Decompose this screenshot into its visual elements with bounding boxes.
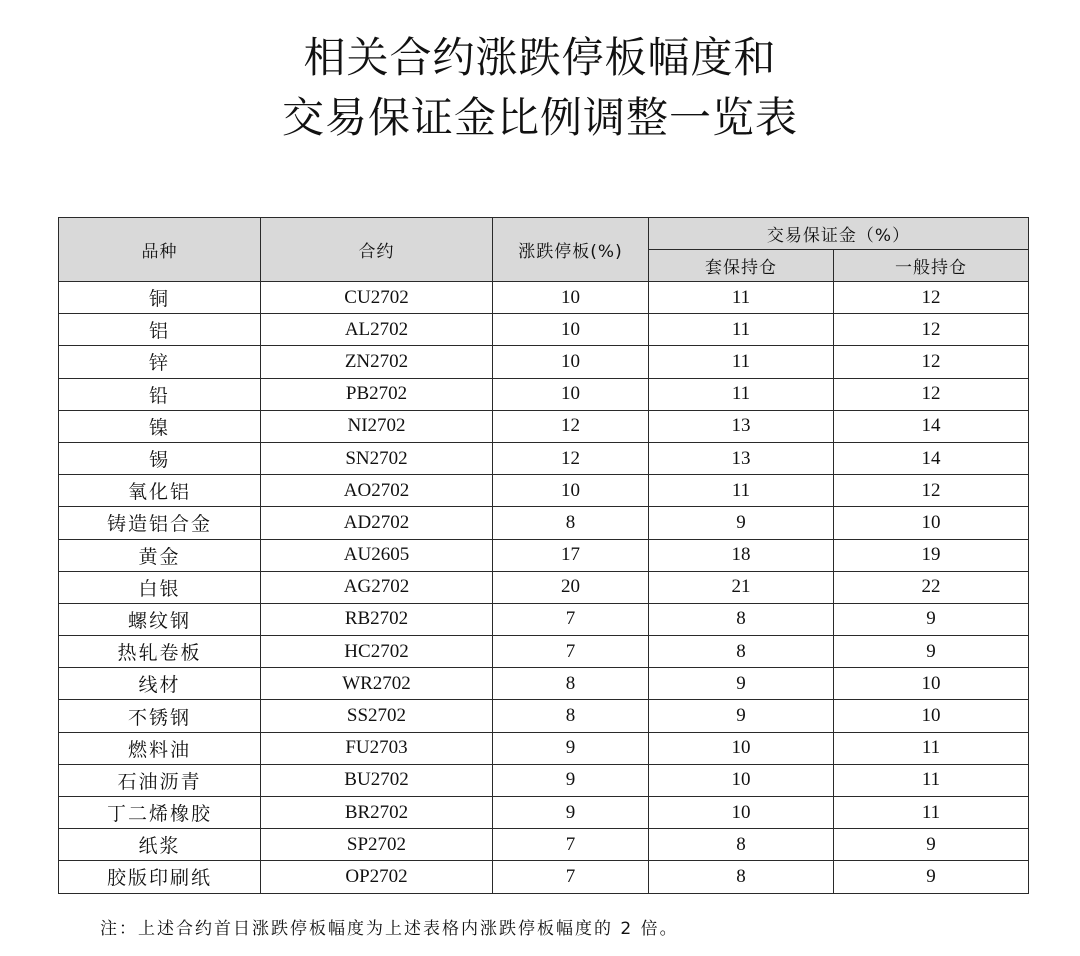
header-general-position: 一般持仓 [834, 250, 1029, 282]
table-row [59, 603, 1029, 635]
cell-hedge-margin: 13 [649, 410, 834, 442]
cell-contract: RB2702 [261, 603, 493, 635]
cell-variety: 螺纹钢 [59, 603, 261, 635]
cell-variety: 不锈钢 [59, 700, 261, 732]
cell-hedge-margin: 13 [649, 442, 834, 474]
cell-general-margin: 9 [834, 636, 1029, 668]
cell-general-margin: 9 [834, 829, 1029, 861]
cell-contract: AO2702 [261, 475, 493, 507]
cell-price-limit: 10 [493, 475, 649, 507]
cell-price-limit: 9 [493, 732, 649, 764]
cell-variety: 锌 [59, 346, 261, 378]
cell-variety: 石油沥青 [59, 764, 261, 796]
header-variety: 品种 [59, 218, 261, 282]
cell-general-margin: 11 [834, 732, 1029, 764]
header-row-1 [59, 218, 1029, 250]
table-row [59, 539, 1029, 571]
cell-general-margin: 22 [834, 571, 1029, 603]
header-margin-group: 交易保证金（%） [649, 218, 1029, 250]
cell-general-margin: 9 [834, 603, 1029, 635]
table-row [59, 861, 1029, 893]
cell-hedge-margin: 10 [649, 764, 834, 796]
cell-general-margin: 11 [834, 797, 1029, 829]
cell-hedge-margin: 10 [649, 732, 834, 764]
cell-price-limit: 7 [493, 861, 649, 893]
cell-variety: 丁二烯橡胶 [59, 797, 261, 829]
cell-contract: FU2703 [261, 732, 493, 764]
cell-general-margin: 11 [834, 764, 1029, 796]
cell-variety: 锡 [59, 442, 261, 474]
cell-price-limit: 20 [493, 571, 649, 603]
table-row [59, 797, 1029, 829]
cell-general-margin: 12 [834, 475, 1029, 507]
cell-variety: 铅 [59, 378, 261, 410]
cell-variety: 线材 [59, 668, 261, 700]
table-row [59, 636, 1029, 668]
cell-variety: 纸浆 [59, 829, 261, 861]
cell-contract: SN2702 [261, 442, 493, 474]
cell-variety: 胶版印刷纸 [59, 861, 261, 893]
cell-general-margin: 10 [834, 668, 1029, 700]
table-row [59, 314, 1029, 346]
cell-general-margin: 12 [834, 378, 1029, 410]
header-hedge-position: 套保持仓 [649, 250, 834, 282]
cell-hedge-margin: 9 [649, 700, 834, 732]
cell-contract: BR2702 [261, 797, 493, 829]
cell-hedge-margin: 8 [649, 636, 834, 668]
cell-hedge-margin: 10 [649, 797, 834, 829]
cell-price-limit: 12 [493, 442, 649, 474]
cell-hedge-margin: 18 [649, 539, 834, 571]
cell-contract: SP2702 [261, 829, 493, 861]
cell-hedge-margin: 11 [649, 282, 834, 314]
cell-variety: 铸造铝合金 [59, 507, 261, 539]
cell-price-limit: 8 [493, 700, 649, 732]
cell-price-limit: 9 [493, 797, 649, 829]
cell-general-margin: 10 [834, 507, 1029, 539]
cell-hedge-margin: 9 [649, 668, 834, 700]
cell-hedge-margin: 11 [649, 475, 834, 507]
cell-price-limit: 10 [493, 314, 649, 346]
table-row [59, 442, 1029, 474]
table-row [59, 668, 1029, 700]
cell-hedge-margin: 8 [649, 603, 834, 635]
cell-variety: 热轧卷板 [59, 636, 261, 668]
table-row [59, 378, 1029, 410]
cell-variety: 黄金 [59, 539, 261, 571]
cell-price-limit: 7 [493, 829, 649, 861]
table-row [59, 346, 1029, 378]
cell-price-limit: 7 [493, 603, 649, 635]
table-body [59, 282, 1029, 894]
cell-contract: NI2702 [261, 410, 493, 442]
cell-contract: ZN2702 [261, 346, 493, 378]
cell-contract: PB2702 [261, 378, 493, 410]
cell-general-margin: 19 [834, 539, 1029, 571]
cell-contract: SS2702 [261, 700, 493, 732]
cell-general-margin: 10 [834, 700, 1029, 732]
cell-contract: WR2702 [261, 668, 493, 700]
table-row [59, 571, 1029, 603]
cell-contract: CU2702 [261, 282, 493, 314]
cell-price-limit: 9 [493, 764, 649, 796]
table-row [59, 507, 1029, 539]
cell-general-margin: 14 [834, 442, 1029, 474]
limit-margin-table [58, 217, 1029, 894]
cell-variety: 铝 [59, 314, 261, 346]
table-row [59, 282, 1029, 314]
cell-general-margin: 12 [834, 346, 1029, 378]
footnote: 注：上述合约首日涨跌停板幅度为上述表格内涨跌停板幅度的 2 倍。 [100, 919, 679, 939]
cell-contract: AD2702 [261, 507, 493, 539]
cell-hedge-margin: 8 [649, 829, 834, 861]
cell-hedge-margin: 11 [649, 346, 834, 378]
table-row [59, 475, 1029, 507]
cell-variety: 镍 [59, 410, 261, 442]
cell-price-limit: 7 [493, 636, 649, 668]
document-title-line-2: 交易保证金比例调整一览表 [281, 93, 798, 142]
cell-variety: 铜 [59, 282, 261, 314]
cell-contract: AL2702 [261, 314, 493, 346]
cell-general-margin: 12 [834, 314, 1029, 346]
table-row [59, 829, 1029, 861]
cell-hedge-margin: 9 [649, 507, 834, 539]
header-contract: 合约 [261, 218, 493, 282]
table-row [59, 764, 1029, 796]
cell-variety: 白银 [59, 571, 261, 603]
cell-hedge-margin: 11 [649, 378, 834, 410]
cell-price-limit: 10 [493, 346, 649, 378]
table-row [59, 700, 1029, 732]
cell-price-limit: 10 [493, 378, 649, 410]
cell-price-limit: 12 [493, 410, 649, 442]
cell-contract: BU2702 [261, 764, 493, 796]
cell-variety: 燃料油 [59, 732, 261, 764]
cell-price-limit: 17 [493, 539, 649, 571]
cell-price-limit: 8 [493, 507, 649, 539]
cell-hedge-margin: 21 [649, 571, 834, 603]
cell-price-limit: 8 [493, 668, 649, 700]
cell-general-margin: 14 [834, 410, 1029, 442]
cell-contract: OP2702 [261, 861, 493, 893]
cell-general-margin: 9 [834, 861, 1029, 893]
cell-price-limit: 10 [493, 282, 649, 314]
cell-contract: HC2702 [261, 636, 493, 668]
header-price-limit: 涨跌停板(%) [493, 218, 649, 282]
cell-general-margin: 12 [834, 282, 1029, 314]
cell-hedge-margin: 8 [649, 861, 834, 893]
table-row [59, 732, 1029, 764]
cell-hedge-margin: 11 [649, 314, 834, 346]
cell-variety: 氧化铝 [59, 475, 261, 507]
table-row [59, 410, 1029, 442]
document-title-line-1: 相关合约涨跌停板幅度和 [303, 33, 777, 82]
cell-contract: AU2605 [261, 539, 493, 571]
cell-contract: AG2702 [261, 571, 493, 603]
